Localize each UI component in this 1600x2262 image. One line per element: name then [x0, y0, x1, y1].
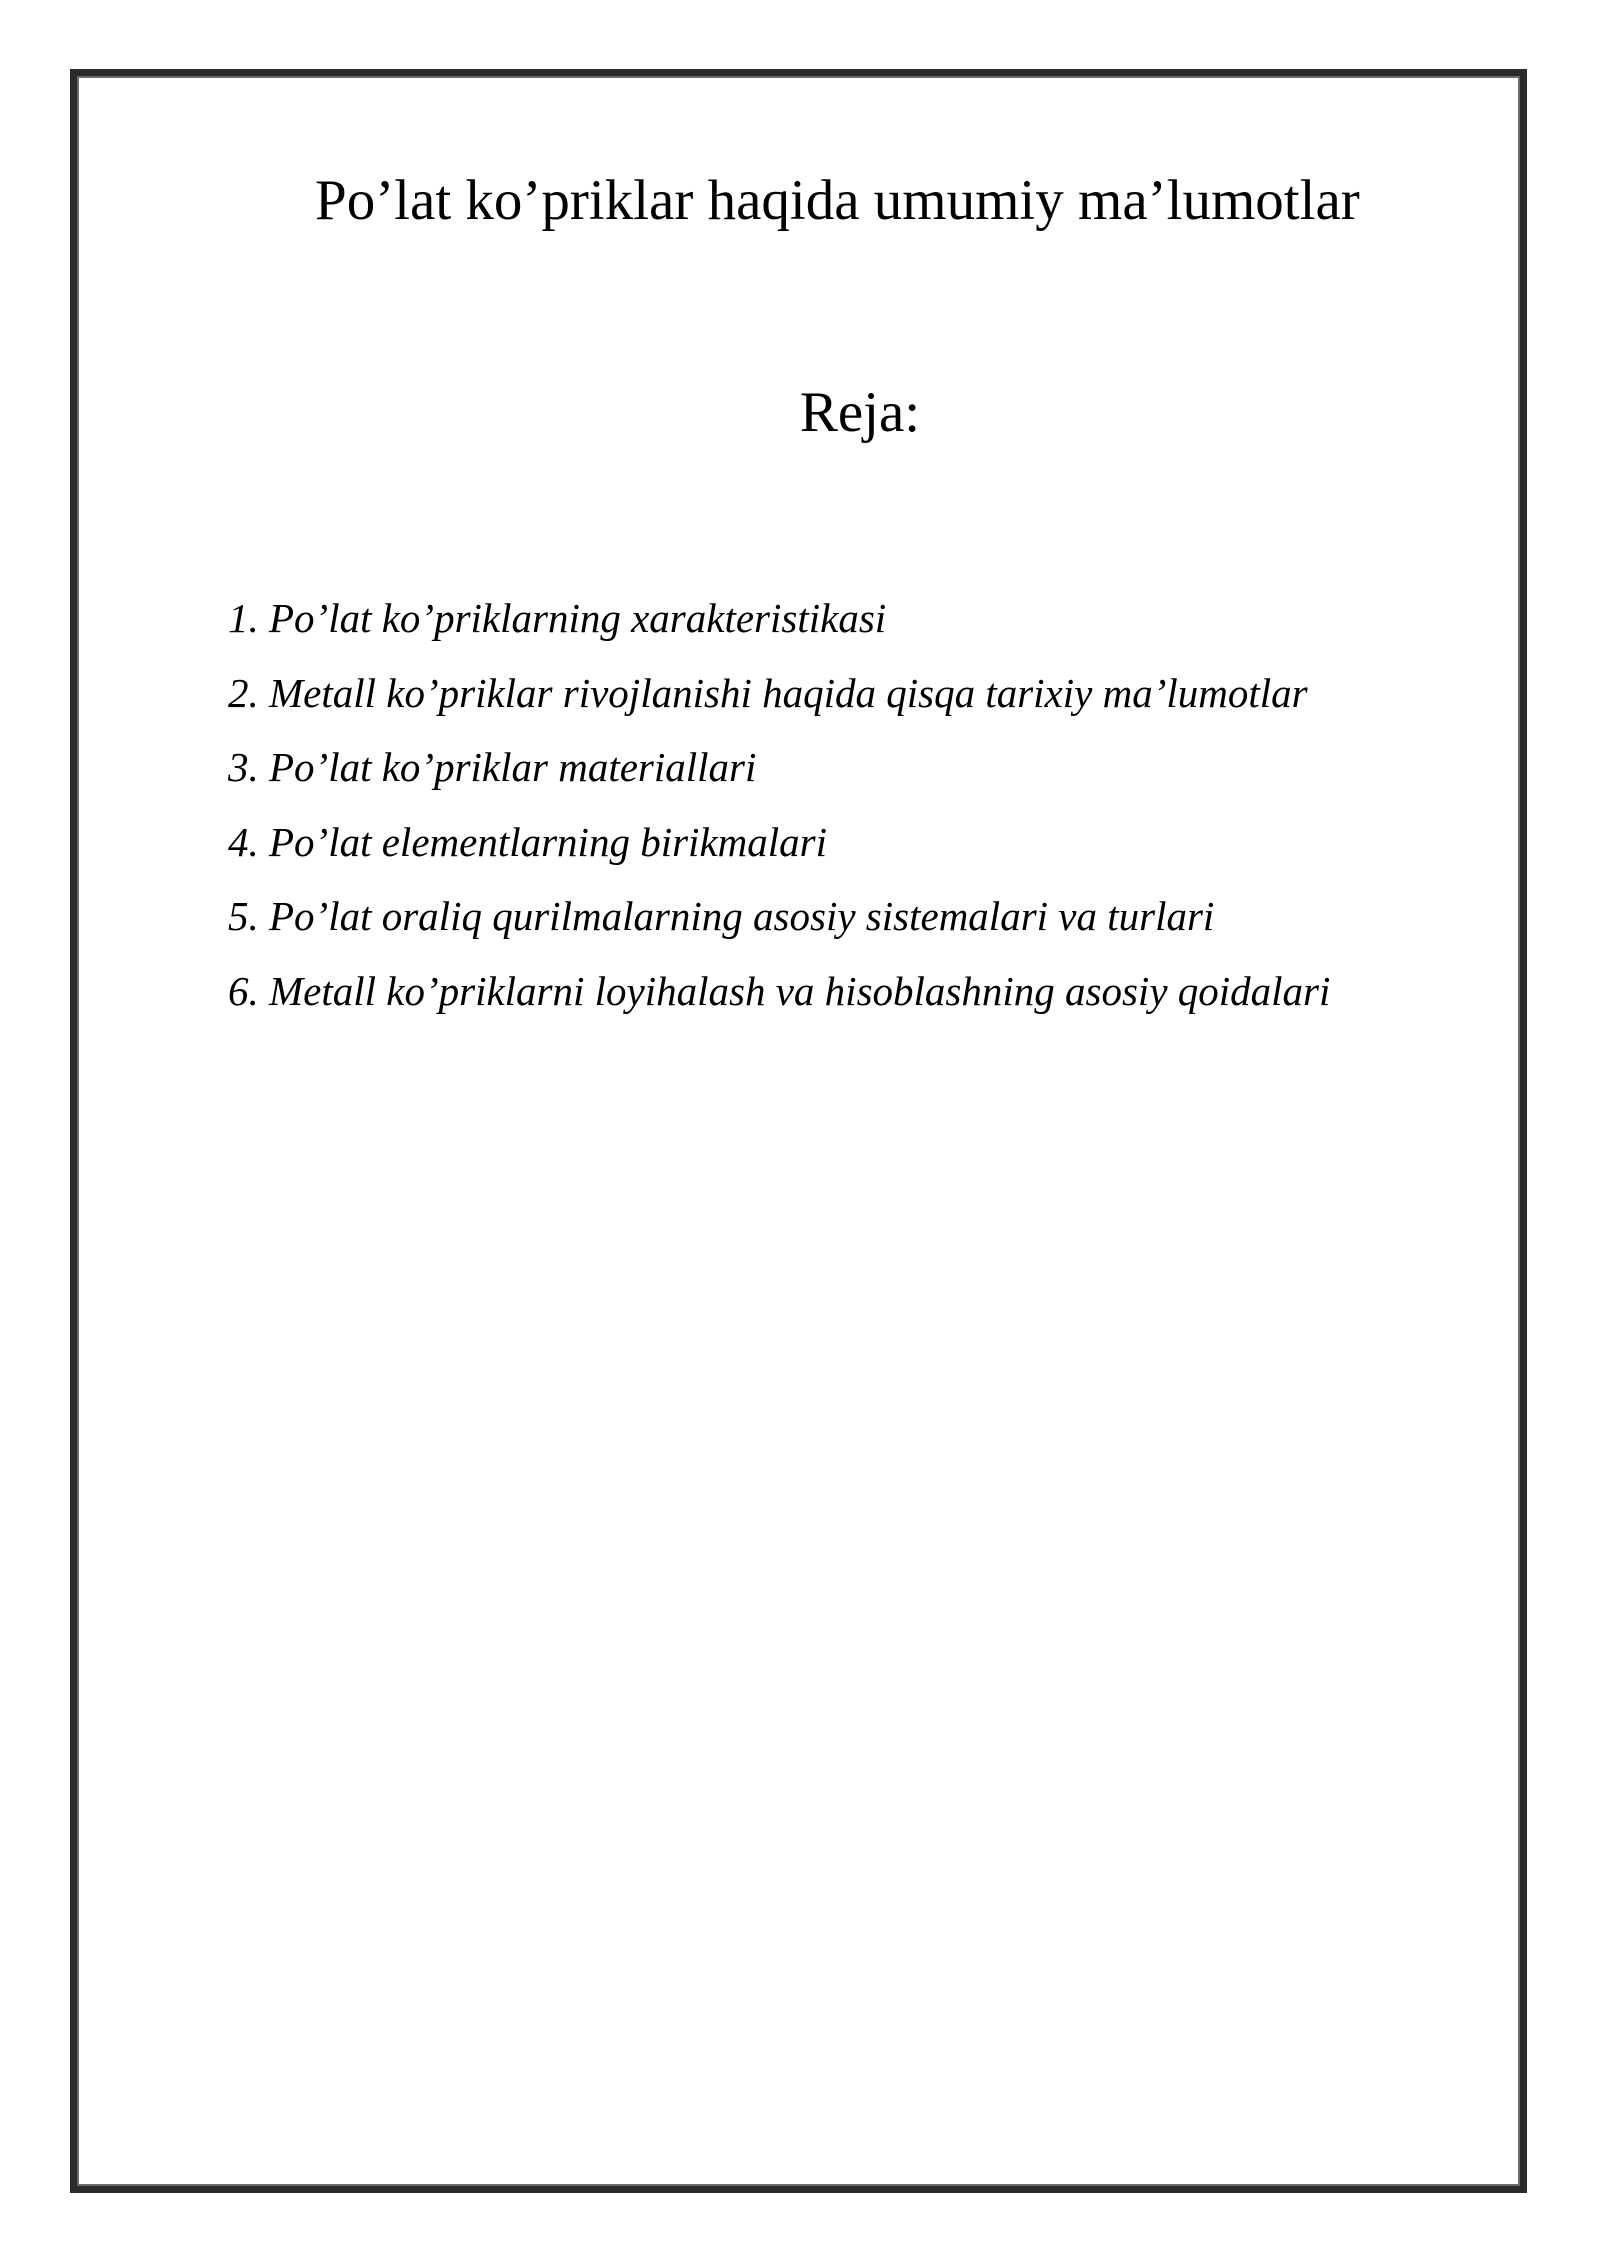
plan-list — [228, 581, 1330, 1028]
plan-item: 3. Po’lat ko’priklar materiallari — [228, 744, 757, 790]
plan-item: 1. Po’lat ko’priklarning xarakteristikasi — [228, 595, 887, 641]
plan-item: 5. Po’lat oraliq qurilmalarning asosiy sistemalari va turlari — [228, 893, 1215, 939]
plan-item: 6. Metall ko’priklarni loyihalash va hisoblashning asosiy qoidalari — [228, 967, 1331, 1014]
plan-heading: Reja: — [799, 381, 921, 444]
plan-item: 4. Po’lat elementlarning birikmalari — [228, 818, 827, 865]
document-title: Po’lat ko’priklar haqida umumiy ma’lumotlar — [315, 169, 1360, 232]
plan-item: 2. Metall ko’priklar rivojlanishi haqida qisqa tarixiy ma’lumotlar — [228, 669, 1308, 716]
